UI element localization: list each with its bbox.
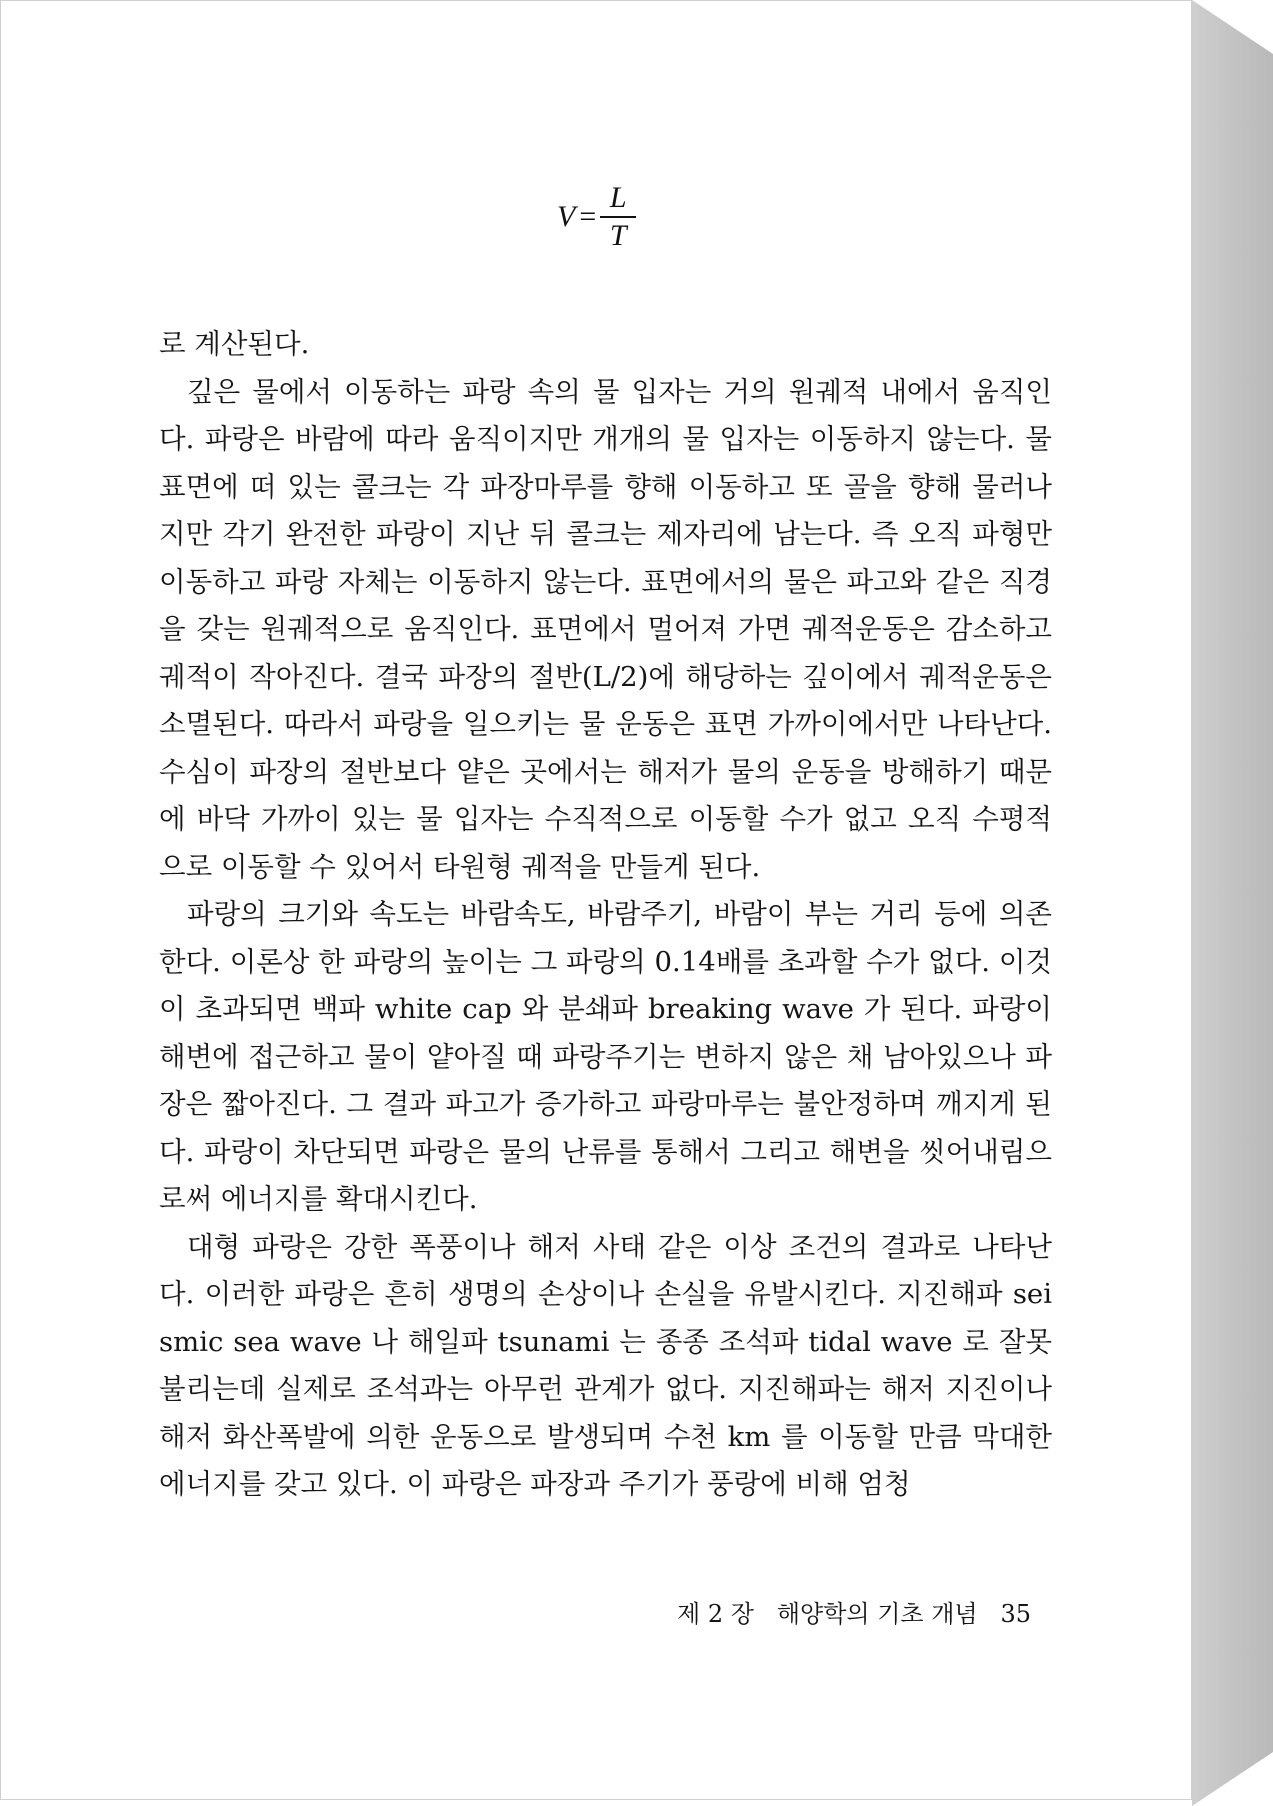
formula-denominator: T (609, 219, 627, 252)
running-footer (659, 1594, 1031, 1629)
formula-lhs: V (557, 200, 576, 233)
paragraph-wave-size: 파랑의 크기와 속도는 바람속도, 바람주기, 바람이 부는 거리 등에 의존한다. 이론상 한 파랑의 높이는 그 파랑의 0.14배를 초과할 수가 없다. 이것이 초과되면 백파 white cap 와 분쇄파 breaking wave 가 된다. 파랑이 해변에 접근하고 물이 얕아질 때 파랑주기는 변하지 않은 채 남아있으나 파장은 짧아진다. 그 결과 파고가 증가하고 파랑마루는 불안정하며 깨지게 된다. 파랑이 차단되면 파랑은 물의 난류를 통해서 그리고 해변을 씻어내림으로써 에너지를 확대시킨다. (159, 898, 1052, 1215)
formula-fraction (600, 183, 636, 251)
formula-numerator: L (609, 181, 627, 214)
book-spine-edge (1192, 0, 1273, 1806)
footer-chapter: 제 2 장 (677, 1600, 754, 1628)
paragraph-large-waves: 대형 파랑은 강한 폭풍이나 해저 사태 같은 이상 조건의 결과로 나타난다. 이러한 파랑은 흔히 생명의 손상이나 손실을 유발시킨다. 지진해파 seismic sea wave 나 해일파 tsunami 는 종종 조석파 tidal wave 로 잘못 불리는데 실제로 조석과는 아무런 관계가 없다. 지진해파는 해저 지진이나 해저 화산폭발에 의한 운동으로 발생되며 수천 km 를 이동할 만큼 막대한 에너지를 갖고 있다. 이 파랑은 파장과 주기가 풍랑에 비해 엄청 (159, 1230, 1052, 1500)
body-text (159, 321, 1052, 1509)
paragraph-continuation: 로 계산된다. (159, 328, 310, 360)
footer-title: 해양학의 기초 개념 (776, 1600, 978, 1628)
paragraph-orbital-motion: 깊은 물에서 이동하는 파랑 속의 물 입자는 거의 원궤적 내에서 움직인다. 파랑은 바람에 따라 움직이지만 개개의 물 입자는 이동하지 않는다. 물 표면에 떠 있는 콜크는 각 파장마루를 향해 이동하고 또 골을 향해 물러나지만 각기 완전한 파랑이 지난 뒤 콜크는 제자리에 남는다. 즉 오직 파형만 이동하고 파랑 자체는 이동하지 않는다. 표면에서의 물은 파고와 같은 직경을 갖는 원궤적으로 움직인다. 표면에서 멀어져 가면 궤적운동은 감소하고 궤적이 작아진다. 결국 파장의 절반(L/2)에 해당하는 깊이에서 궤적운동은 소멸된다. 따라서 파랑을 일으키는 물 운동은 표면 가까이에서만 나타난다. 수심이 파장의 절반보다 얕은 곳에서는 해저가 물의 운동을 방해하기 때문에 바닥 가까이 있는 물 입자는 수직적으로 이동할 수가 없고 오직 수평적으로 이동할 수 있어서 타원형 궤적을 만들게 된다. (159, 375, 1052, 883)
formula-equals: = (579, 200, 597, 233)
page-number: 35 (1000, 1600, 1031, 1628)
velocity-formula (557, 183, 636, 251)
